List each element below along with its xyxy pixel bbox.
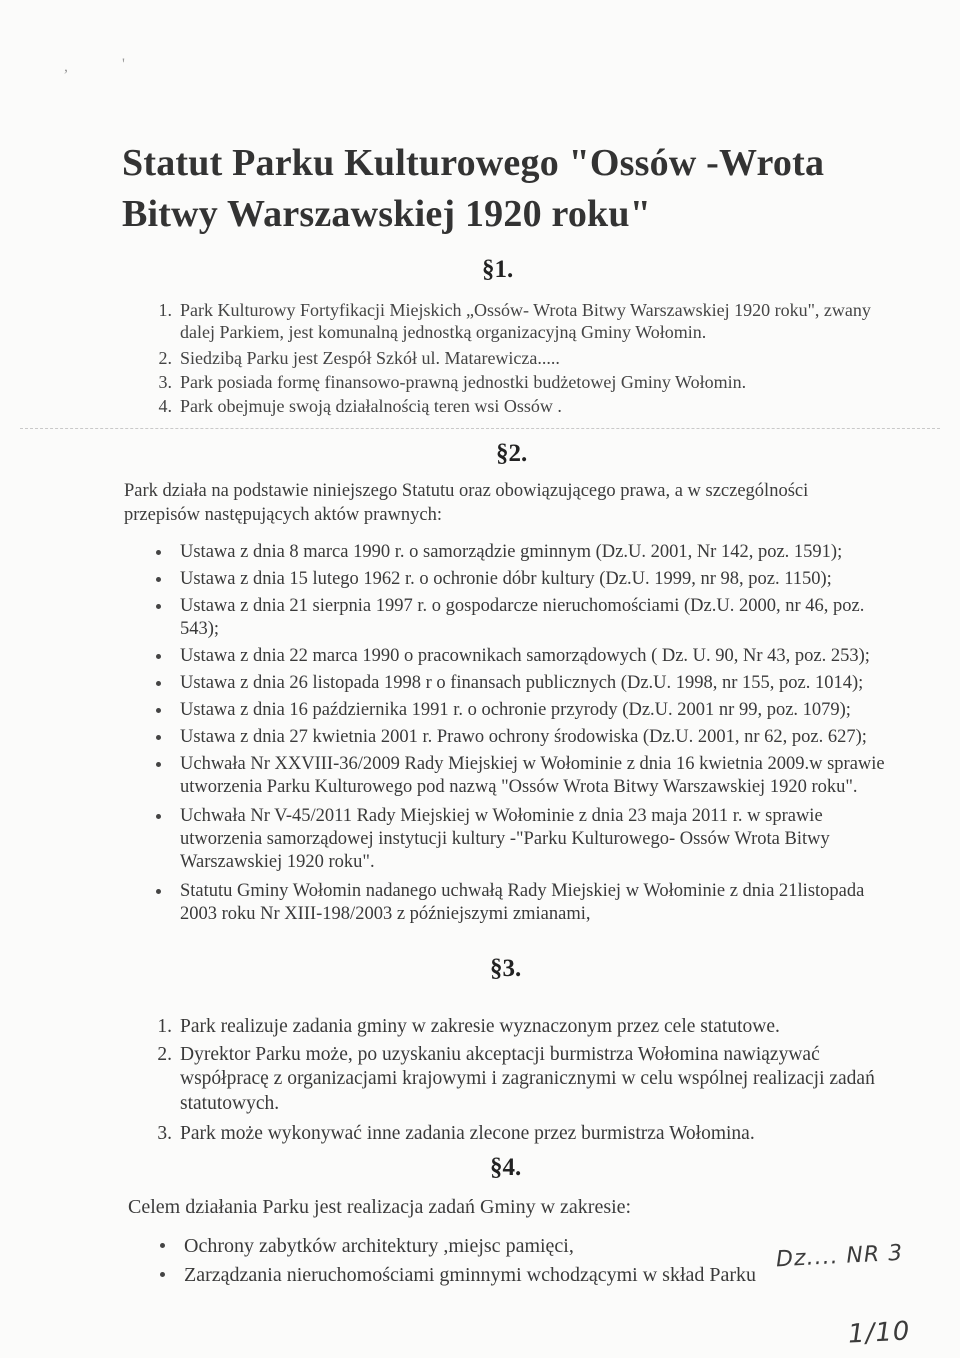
item-text: Uchwała Nr XXVIII-36/2009 Rady Miejskiej w Wołominie z dnia 16 kwietnia 2009.w sprawie utworzenia Parku Kulturowego pod nazwą "Ossów Wrota Bitwy Warszawskiej 1920 roku". xyxy=(180,754,885,797)
list-item xyxy=(142,395,882,417)
item-text: Statutu Gminy Wołomin nadanego uchwałą Rady Miejskiej w Wołominie z dnia 21listopada 2003 roku Nr XIII-198/2003 z późniejszymi zmianami, xyxy=(180,881,865,924)
list-item xyxy=(152,805,900,874)
list-item xyxy=(152,541,900,564)
item-number: 1. xyxy=(157,1016,172,1037)
list-item xyxy=(142,1043,882,1117)
section-heading-4: §4. xyxy=(490,1154,522,1181)
list-item xyxy=(152,753,900,799)
item-text: Park może wykonywać inne zadania zlecone przez burmistrza Wołomina. xyxy=(180,1123,755,1144)
list-item xyxy=(152,568,900,591)
scan-artifact-line xyxy=(20,428,940,429)
item-text: Ustawa z dnia 8 marca 1990 r. o samorządzie gminnym (Dz.U. 2001, Nr 142, poz. 1591); xyxy=(180,542,843,562)
bullet-icon xyxy=(156,577,161,582)
item-text: Park realizuje zadania gminy w zakresie wyznaczonym przez cele statutowe. xyxy=(180,1016,780,1037)
list-item xyxy=(142,371,882,393)
list-item xyxy=(152,595,900,641)
list-item xyxy=(152,672,900,695)
item-number: 2. xyxy=(157,1043,172,1065)
item-text: Park obejmuje swoją działalnością teren wsi Ossów . xyxy=(180,396,562,416)
item-text: Ustawa z dnia 16 października 1991 r. o ochronie przyrody (Dz.U. 2001 nr 99, poz. 1079); xyxy=(180,700,851,720)
section-4-intro: Celem działania Parku jest realizacja zadań Gminy w zakresie: xyxy=(128,1196,632,1218)
item-text: Ustawa z dnia 21 sierpnia 1997 r. o gospodarcze nieruchomościami (Dz.U. 2000, nr 46, poz. 543); xyxy=(180,596,865,639)
bullet-icon xyxy=(156,604,161,609)
section-4-list xyxy=(156,1234,776,1288)
item-number: 2. xyxy=(158,348,172,368)
bullet-icon xyxy=(160,1243,165,1248)
scan-speck: ' xyxy=(122,56,125,73)
bullet-icon xyxy=(156,735,161,740)
item-text: Ochrony zabytków architektury ,miejsc pamięci, xyxy=(184,1235,574,1257)
section-heading-1: §1. xyxy=(482,256,514,283)
bullet-icon xyxy=(156,814,161,819)
list-item xyxy=(152,880,900,926)
item-number: 4. xyxy=(158,396,172,416)
item-number: 1. xyxy=(158,300,172,320)
section-heading-3: §3. xyxy=(490,955,522,982)
item-text: Ustawa z dnia 27 kwietnia 2001 r. Prawo ochrony środowiska (Dz.U. 2001, nr 62, poz. 627); xyxy=(180,727,867,747)
bullet-icon xyxy=(156,550,161,555)
item-text: Park posiada formę finansowo-prawną jednostki budżetowej Gminy Wołomin. xyxy=(180,372,747,392)
list-item xyxy=(152,699,900,722)
section-2-list xyxy=(152,541,900,926)
bullet-icon xyxy=(160,1272,165,1277)
item-text: Dyrektor Parku może, po uzyskaniu akceptacji burmistrza Wołomina nawiązywać współpracę z organizacjami krajowymi i zagranicznymi w celu wspólnej realizacji zadań statutowych. xyxy=(180,1043,875,1114)
section-heading-2: §2. xyxy=(496,440,528,467)
list-item xyxy=(156,1234,776,1259)
page-number-mark: 1/10 xyxy=(847,1316,912,1350)
document-title xyxy=(122,138,882,240)
list-item xyxy=(142,299,882,343)
item-text: Ustawa z dnia 15 lutego 1962 r. o ochronie dóbr kultury (Dz.U. 1999, nr 98, poz. 1150); xyxy=(180,569,832,589)
bullet-icon xyxy=(156,708,161,713)
title-line-2: Bitwy Warszawskiej 1920 roku" xyxy=(122,193,652,235)
list-item xyxy=(142,347,882,369)
item-text: Ustawa z dnia 26 listopada 1998 r o finansach publicznych (Dz.U. 1998, nr 155, poz. 1014); xyxy=(180,673,864,693)
list-item xyxy=(142,1122,882,1147)
section-2-intro: Park działa na podstawie niniejszego Statutu oraz obowiązującego prawa, a w szczególności przepisów następujących aktów prawnych: xyxy=(124,481,809,525)
list-item xyxy=(152,726,900,749)
item-text: Zarządzania nieruchomościami gminnymi wchodzącymi w skład Parku xyxy=(184,1264,757,1286)
handwritten-note: Dz.... NR 3 xyxy=(775,1240,904,1273)
item-text: Siedzibą Parku jest Zespół Szkół ul. Matarewicza..... xyxy=(180,348,560,368)
bullet-icon xyxy=(156,889,161,894)
item-number: 3. xyxy=(158,372,172,392)
list-item xyxy=(152,645,900,668)
list-item xyxy=(156,1263,776,1288)
item-text: Ustawa z dnia 22 marca 1990 o pracownikach samorządowych ( Dz. U. 90, Nr 43, poz. 253); xyxy=(180,646,870,666)
section-3-list xyxy=(142,1015,882,1147)
bullet-icon xyxy=(156,762,161,767)
item-text: Uchwała Nr V-45/2011 Rady Miejskiej w Wołominie z dnia 23 maja 2011 r. w sprawie utworzenia samorządowej instytucji kultury -"Parku Kulturowego- Ossów Wrota Bitwy Warszawskiej 1920 roku". xyxy=(180,806,830,872)
bullet-icon xyxy=(156,654,161,659)
bullet-icon xyxy=(156,681,161,686)
item-number: 3. xyxy=(157,1123,172,1144)
list-item xyxy=(142,1015,882,1040)
section-1-list xyxy=(142,299,882,417)
item-text: Park Kulturowy Fortyfikacji Miejskich „Ossów- Wrota Bitwy Warszawskiej 1920 roku", zwany dalej Parkiem, jest komunalną jednostką organizacyjną Gminy Wołomin. xyxy=(180,300,871,342)
title-line-1: Statut Parku Kulturowego "Ossów -Wrota xyxy=(122,142,825,184)
scan-speck: , xyxy=(64,58,68,75)
